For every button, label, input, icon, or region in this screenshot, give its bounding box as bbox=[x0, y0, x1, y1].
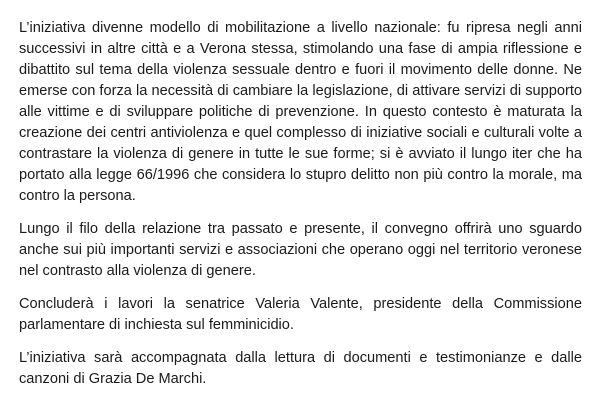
paragraph-convegno: Lungo il filo della relazione tra passato e presente, il convegno offrirà uno sguardo anche sui più importanti servizi e associazioni che operano oggi nel territorio veronese nel contrasto alla violenza di genere. bbox=[19, 221, 582, 279]
paragraph-conclusione: Concluderà i lavori la senatrice Valeria Valente, presidente della Commissione parlamentare di inchiesta sul femminicidio. bbox=[19, 296, 582, 333]
paragraph-accompagnamento: L’iniziativa sarà accompagnata dalla lettura di documenti e testimonianze e dalle canzoni di Grazia De Marchi. bbox=[19, 350, 582, 387]
paragraph-mobilitazione: L’iniziativa divenne modello di mobilitazione a livello nazionale: fu ripresa negli anni successivi in altre città e a Verona stessa, stimolando una fase di ampia riflessione e dibattito sul tema della violenza sessuale dentro e fuori il movimento delle donne. Ne emerse con forza la necessità di cambiare la legislazione, di attivare servizi di supporto alle vittime e di sviluppare politiche di prevenzione. In questo contesto è maturata la creazione dei centri antiviolenza e quel complesso di iniziative sociali e culturali volte a contrastare la violenza di genere in tutte le sue forme; si è avviato il lungo iter che ha portato alla legge 66/1996 che considera lo stupro delitto non più contro la morale, ma contro la persona. bbox=[19, 20, 582, 204]
